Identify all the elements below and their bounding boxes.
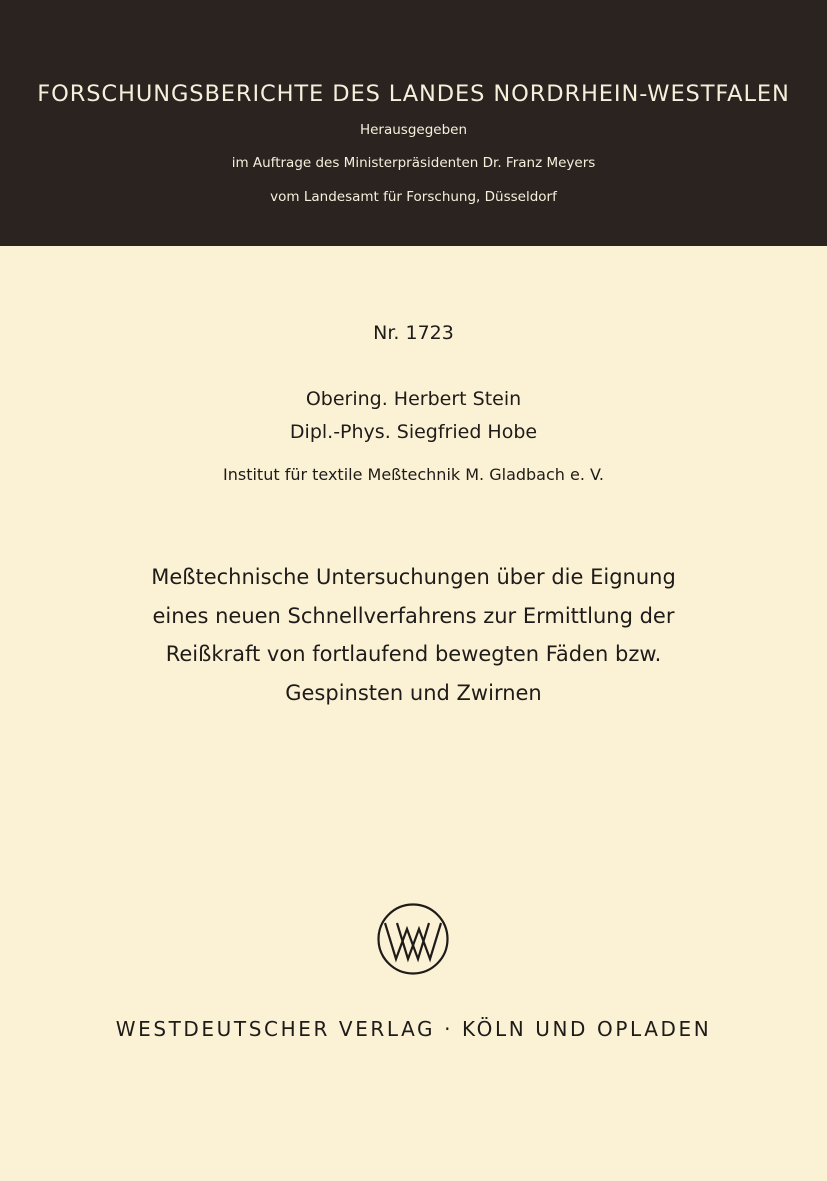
author-2: Dipl.-Phys. Siegfried Hobe bbox=[289, 421, 538, 443]
office-line: vom Landesamt für Forschung, Düsseldorf bbox=[270, 189, 557, 205]
header-band bbox=[0, 0, 827, 246]
title-line-4: Gespinsten und Zwirnen bbox=[285, 680, 542, 705]
editor-line: Herausgegeben bbox=[359, 122, 468, 138]
author-1: Obering. Herbert Stein bbox=[305, 388, 522, 410]
series-title: FORSCHUNGSBERICHTE DES LANDES NORDRHEIN-WESTFALEN bbox=[37, 81, 790, 107]
institute: Institut für textile Meßtechnik M. Gladbach e. V. bbox=[223, 465, 604, 484]
publisher-ww-logo-icon bbox=[376, 902, 450, 976]
publisher-imprint: WESTDEUTSCHER VERLAG · KÖLN UND OPLADEN bbox=[115, 1017, 712, 1041]
title-line-2: eines neuen Schnellverfahrens zur Ermittlung der bbox=[152, 603, 675, 628]
title-line-1: Meßtechnische Untersuchungen über die Eignung bbox=[151, 565, 676, 589]
commission-line: im Auftrage des Ministerpräsidenten Dr. Franz Meyers bbox=[231, 155, 596, 171]
report-title bbox=[0, 558, 827, 712]
title-line-3: Reißkraft von fortlaufend bewegten Fäden bzw. bbox=[165, 642, 662, 666]
report-number: Nr. 1723 bbox=[373, 322, 454, 344]
